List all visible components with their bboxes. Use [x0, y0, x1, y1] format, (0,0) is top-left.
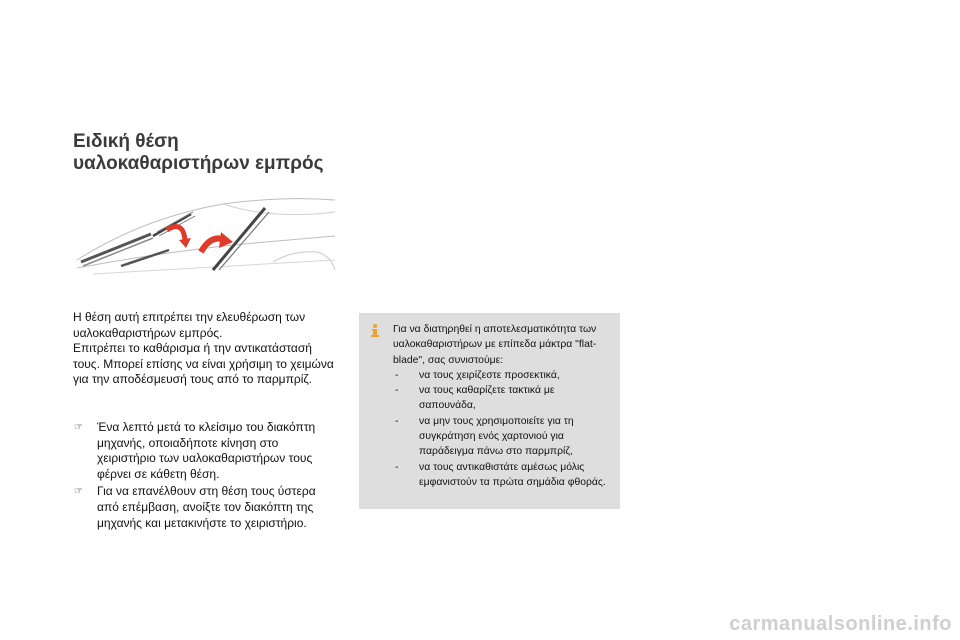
note-list [393, 368, 610, 490]
note-item [393, 368, 610, 383]
note-intro: Για να διατηρηθεί η αποτελεσματικότητα των υαλοκαθαριστήρων με επίπεδα μάκτρα "flat-blade", σας συνιστούμε: [393, 324, 597, 366]
watermark-footer: carmanualsonline.info [729, 613, 952, 635]
intro-paragraph-1: Η θέση αυτή επιτρέπει την ελευθέρωση των υαλοκαθαριστήρων εμπρός. [73, 310, 306, 340]
page-title-line1: Ειδική θέση [73, 131, 179, 152]
note-item-text: να τους αντικαθιστάτε αμέσως μόλις εμφανιστούν τα πρώτα σημάδια φθοράς. [419, 461, 606, 488]
info-icon [367, 322, 383, 338]
step-item [73, 484, 338, 531]
step-text: Ένα λεπτό μετά το κλείσιμο του διακόπτη μηχανής, οποιαδήποτε κίνηση στο χειριστήριο των υαλοκαθαριστήρων τους φέρνει σε κάθετη θέση. [97, 420, 316, 481]
note-dash: - [395, 385, 399, 397]
step-item [73, 420, 338, 482]
wiper-illustration [73, 190, 337, 278]
note-item-text: να τους χειρίζεστε προσεκτικά, [419, 369, 560, 381]
note-item [393, 414, 610, 460]
step-arrow-icon: ☞ [74, 486, 83, 498]
page-title-line2: υαλοκαθαριστήρων εμπρός [73, 153, 324, 174]
page-title [73, 131, 323, 175]
note-dash: - [395, 369, 399, 381]
step-text: Για να επανέλθουν στη θέση τους ύστερα από επέμβαση, ανοίξτε τον διακόπτη της μηχανής και μετακινήστε το χειριστήριο. [97, 484, 316, 530]
intro-paragraph-2: Επιτρέπει το καθάρισμα ή την αντικατάστασή τους. Μπορεί επίσης να είναι χρήσιμη το χειμώνα για την αποδέσμευσή τους από το παρμπρίζ. [73, 341, 334, 387]
note-item [393, 383, 610, 414]
note-item-text: να τους καθαρίζετε τακτικά με σαπουνάδα, [419, 385, 555, 412]
note-item-text: να μην τους χρησιμοποιείτε για τη συγκράτηση ενός χαρτονιού για παράδειγμα πάνω στο παρμπρίζ, [419, 415, 574, 458]
note-dash: - [395, 461, 399, 473]
note-item [393, 460, 610, 491]
note-dash: - [395, 415, 399, 427]
steps-list [73, 420, 338, 533]
intro-text [73, 310, 335, 388]
info-note-box [359, 313, 620, 509]
step-arrow-icon: ☞ [74, 422, 83, 433]
